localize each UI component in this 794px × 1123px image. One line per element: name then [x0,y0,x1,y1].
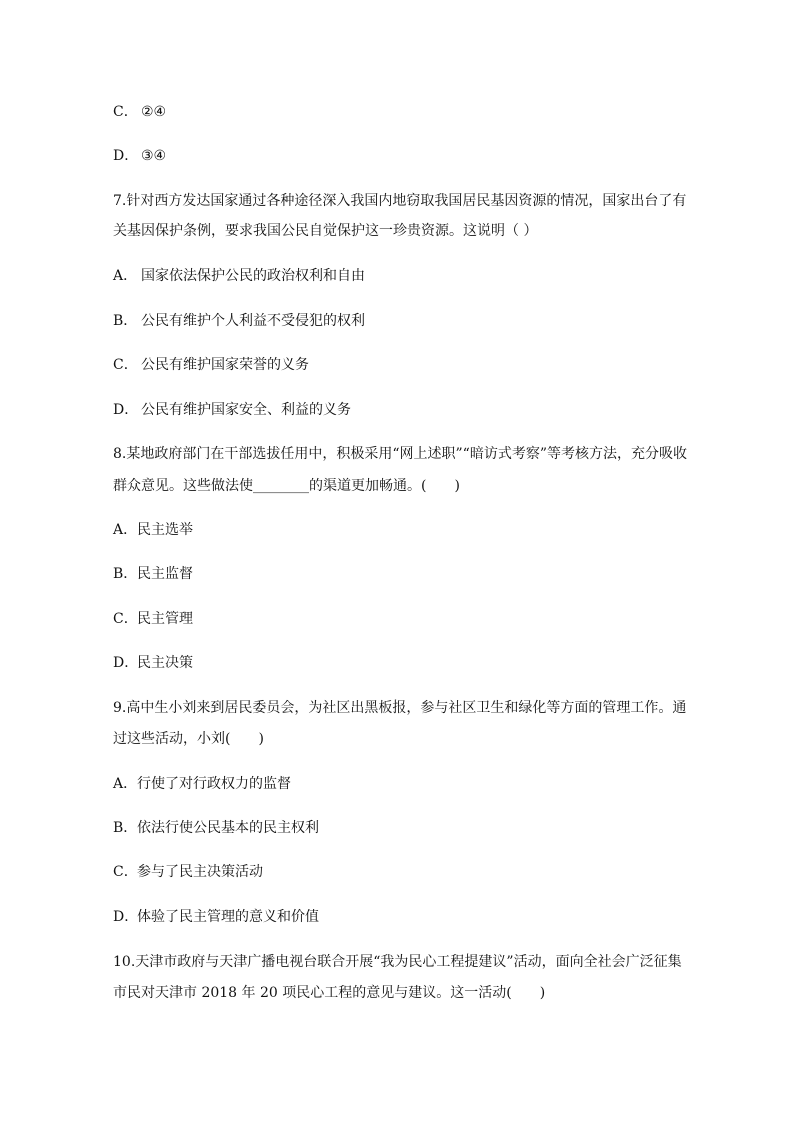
option-letter: D． [113,909,139,925]
option-letter: A． [113,522,138,538]
q6-option-c [113,102,166,122]
q9-stem-line2: 过这些活动，小刘( ) [113,731,264,747]
q9-stem-line1: 9.高中生小刘来到居民委员会，为社区出黑板报，参与社区卫生和绿化等方面的管理工作。通 [113,700,687,716]
option-letter: C． [113,864,138,880]
option-text: ②④ [141,104,167,120]
option-letter: B． [113,820,138,836]
q7-option-c [113,355,309,375]
q10-stem-line1: 10.天津市政府与天津广播电视台联合开展“我为民心工程提建议”活动，面向全社会广泛征集 [113,954,682,970]
option-text: 民主决策 [137,655,193,671]
option-text: 民主选举 [137,522,193,538]
q8-stem-line2: 群众意见。这些做法使________的渠道更加畅通。( ) [113,478,460,494]
option-letter: B． [113,313,138,329]
option-text: 行使了对行政权力的监督 [137,776,291,792]
option-letter: C． [113,611,138,627]
q7-option-a [113,266,365,286]
q7-stem-line2: 关基因保护条例，要求我国公民自觉保护这一珍贵资源。这说明（ ） [113,223,538,239]
q7-stem-line1: 7.针对西方发达国家通过各种途径深入我国内地窃取我国居民基因资源的情况，国家出台了有 [113,193,687,209]
option-letter: A． [113,776,138,792]
option-text: 公民有维护国家荣誉的义务 [141,357,309,373]
option-text: 体验了民主管理的意义和价值 [137,909,319,925]
option-text: 国家依法保护公民的政治权利和自由 [141,268,365,284]
q9-option-a [113,774,291,794]
q10-stem-line2: 市民对天津市 2018 年 20 项民心工程的意见与建议。这一活动( ) [113,985,546,1001]
q9-option-b [113,818,319,838]
option-letter: A． [113,268,138,284]
q9-option-d [113,907,319,927]
q8-stem-line1: 8.某地政府部门在干部选拔任用中，积极采用“网上述职”“暗访式考察”等考核方法，充分吸收 [113,446,687,462]
option-letter: B． [113,566,138,582]
q8-option-b [113,564,193,584]
option-letter: D． [113,655,139,671]
option-letter: D． [113,402,139,418]
option-text: ③④ [141,148,167,164]
q9-option-c [113,862,263,882]
q6-option-d [113,146,166,166]
option-letter: C． [113,357,138,373]
q8-option-c [113,609,193,629]
option-text: 公民有维护国家安全、利益的义务 [141,402,351,418]
q7-option-d [113,400,351,420]
q8-option-a [113,520,193,540]
option-letter: C． [113,104,138,120]
option-text: 参与了民主决策活动 [137,864,263,880]
option-letter: D． [113,148,139,164]
option-text: 民主监督 [137,566,193,582]
q7-option-b [113,311,365,331]
q8-option-d [113,653,193,673]
option-text: 民主管理 [137,611,193,627]
option-text: 公民有维护个人利益不受侵犯的权利 [141,313,365,329]
option-text: 依法行使公民基本的民主权利 [137,820,319,836]
